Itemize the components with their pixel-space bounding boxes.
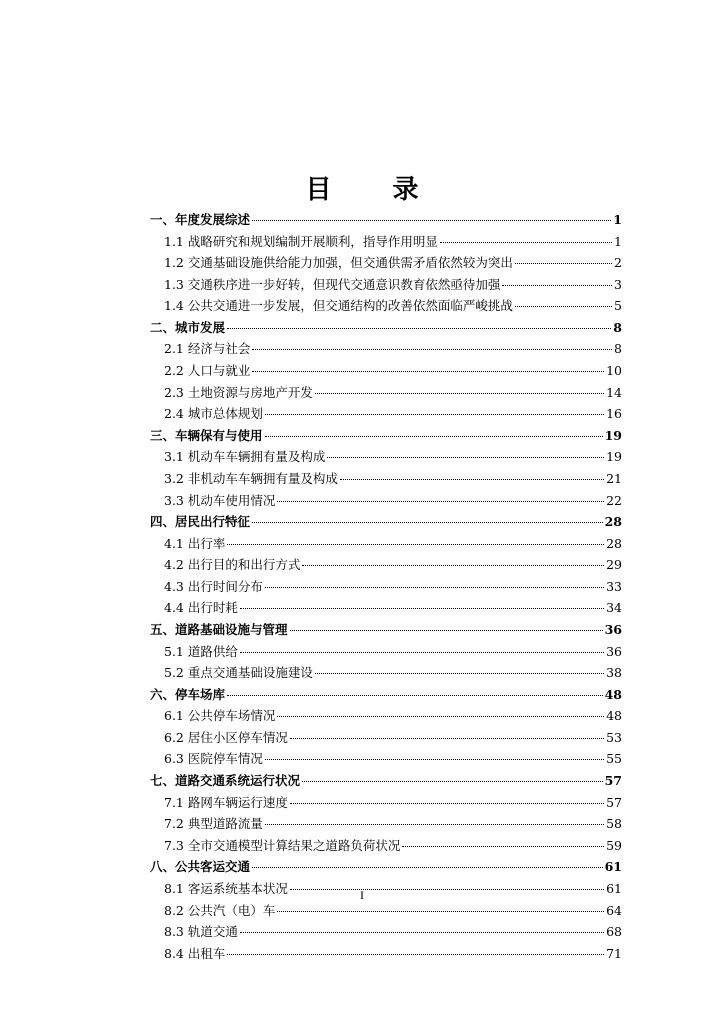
toc-chapter-entry[interactable]	[150, 771, 622, 793]
dot-leader	[340, 479, 604, 480]
dot-leader	[252, 220, 611, 221]
toc-entry-page-number: 57	[606, 794, 622, 810]
dot-leader	[252, 522, 603, 523]
toc-chapter-entry[interactable]	[150, 620, 622, 642]
toc-section-entry[interactable]	[150, 339, 622, 361]
toc-section-entry[interactable]	[150, 728, 622, 750]
toc-entry-page-number: 36	[606, 643, 622, 659]
toc-chapter-entry[interactable]	[150, 426, 622, 448]
toc-entry-title: 全市交通模型计算结果之道路负荷状况	[187, 837, 401, 853]
toc-chapter-entry[interactable]	[150, 318, 622, 340]
toc-entry-page-number: 34	[606, 600, 622, 616]
toc-section-entry[interactable]	[150, 706, 622, 728]
toc-entry-title: 居住小区停车情况	[187, 729, 288, 745]
dot-leader	[227, 544, 604, 545]
toc-entry-title: 三、车辆保有与使用	[150, 427, 263, 443]
page-title: 目 录	[305, 175, 445, 205]
toc-entry-page-number: 16	[606, 406, 622, 422]
toc-entry-title: 交通基础设施供给能力加强，但交通供需矛盾依然较为突出	[187, 255, 513, 271]
toc-entry-page-number: 57	[604, 773, 622, 789]
dot-leader	[227, 328, 611, 329]
toc-entry-number: 2.1	[164, 341, 184, 357]
toc-section-entry[interactable]	[150, 534, 622, 556]
dot-leader	[252, 349, 612, 350]
toc-entry-number: 5.1	[164, 643, 184, 659]
toc-chapter-entry[interactable]	[150, 512, 622, 534]
dot-leader	[315, 673, 604, 674]
toc-entry-number: 7.2	[164, 816, 184, 832]
toc-entry-title: 城市总体规划	[187, 406, 263, 422]
toc-entry-title: 二、城市发展	[150, 319, 226, 335]
toc-entry-number: 3.2	[164, 470, 184, 486]
toc-section-entry[interactable]	[150, 836, 622, 858]
toc-entry-number: 1.2	[164, 255, 184, 271]
toc-section-entry[interactable]	[150, 232, 622, 254]
toc-entry-number: 7.3	[164, 837, 184, 853]
toc-entry-page-number: 48	[606, 708, 622, 724]
toc-entry-title: 重点交通基础设施建设	[187, 665, 313, 681]
dot-leader	[265, 759, 604, 760]
toc-entry-page-number: 61	[604, 859, 622, 875]
dot-leader	[290, 803, 604, 804]
toc-entry-number: 8.1	[164, 880, 184, 896]
toc-entry-page-number: 48	[604, 686, 622, 702]
toc-entry-number: 2.3	[164, 384, 184, 400]
dot-leader	[227, 954, 604, 955]
toc-entry-page-number: 19	[606, 449, 622, 465]
toc-entry-page-number: 19	[604, 427, 622, 443]
toc-entry-number: 3.1	[164, 449, 184, 465]
toc-entry-title: 土地资源与房地产开发	[187, 384, 313, 400]
toc-entry-page-number: 1	[613, 212, 622, 227]
dot-leader	[440, 242, 612, 243]
toc-entry-title: 轨道交通	[187, 924, 238, 940]
toc-entry-number: 4.3	[164, 578, 184, 594]
dot-leader	[502, 285, 612, 286]
toc-entry-title: 出行时耗	[187, 600, 238, 616]
toc-entry-title: 七、道路交通系统运行状况	[150, 773, 301, 789]
toc-section-entry[interactable]	[150, 577, 622, 599]
dot-leader	[290, 738, 604, 739]
toc-entry-page-number: 22	[606, 492, 622, 508]
toc-section-entry[interactable]	[150, 663, 622, 685]
dot-leader	[227, 695, 603, 696]
toc-section-entry[interactable]	[150, 901, 622, 923]
toc-entry-page-number: 29	[606, 557, 622, 573]
dot-leader	[302, 781, 603, 782]
toc-section-entry[interactable]	[150, 642, 622, 664]
toc-entry-page-number: 64	[606, 902, 622, 918]
toc-section-entry[interactable]	[150, 491, 622, 513]
toc-section-entry[interactable]	[150, 447, 622, 469]
toc-entry-number: 1.4	[164, 298, 184, 314]
toc-entry-number: 3.3	[164, 492, 184, 508]
toc-entry-number: 7.1	[164, 794, 184, 810]
toc-entry-page-number: 36	[604, 621, 622, 637]
toc-section-entry[interactable]	[150, 749, 622, 771]
dot-leader	[265, 824, 604, 825]
toc-section-entry[interactable]	[150, 598, 622, 620]
dot-leader	[277, 911, 604, 912]
toc-entry-page-number: 8	[613, 319, 622, 335]
toc-section-entry[interactable]	[150, 814, 622, 836]
dot-leader	[277, 501, 604, 502]
toc-entry-title: 医院停车情况	[187, 751, 263, 767]
page-number: I	[360, 888, 364, 902]
toc-entry-page-number: 1	[614, 233, 622, 249]
dot-leader	[290, 630, 603, 631]
toc-section-entry[interactable]	[150, 469, 622, 491]
toc-section-entry[interactable]	[150, 922, 622, 944]
toc-entry-title: 战略研究和规划编制开展顺利，指导作用明显	[187, 233, 438, 249]
toc-entry-page-number: 61	[606, 880, 622, 896]
toc-entry-title: 出行时间分布	[187, 578, 263, 594]
toc-entry-number: 6.2	[164, 729, 184, 745]
toc-entry-title: 一、年度发展综述	[150, 212, 251, 227]
toc-chapter-entry[interactable]	[150, 685, 622, 707]
toc-entry-page-number: 58	[606, 816, 622, 832]
table-of-contents	[150, 210, 622, 965]
toc-entry-page-number: 21	[606, 470, 622, 486]
toc-entry-title: 公共停车场情况	[187, 708, 276, 724]
toc-entry-page-number: 2	[614, 255, 622, 271]
toc-entry-title: 出租车	[187, 945, 226, 961]
dot-leader	[402, 846, 604, 847]
dot-leader	[265, 414, 604, 415]
dot-leader	[265, 436, 603, 437]
toc-section-entry[interactable]	[150, 555, 622, 577]
toc-entry-title: 出行目的和出行方式	[187, 557, 301, 573]
toc-entry-number: 8.2	[164, 902, 184, 918]
toc-entry-number: 1.1	[164, 233, 184, 249]
dot-leader	[252, 867, 603, 868]
dot-leader	[315, 393, 604, 394]
toc-entry-page-number: 28	[606, 535, 622, 551]
toc-entry-page-number: 3	[614, 276, 622, 292]
toc-entry-page-number: 71	[606, 945, 622, 961]
dot-leader	[265, 587, 604, 588]
toc-entry-title: 六、停车场库	[150, 686, 226, 702]
toc-section-entry[interactable]	[150, 361, 622, 383]
toc-entry-title: 八、公共客运交通	[150, 859, 251, 875]
toc-chapter-entry[interactable]	[150, 857, 622, 879]
toc-entry-number: 2.4	[164, 406, 184, 422]
toc-entry-page-number: 14	[606, 384, 622, 400]
toc-entry-number: 6.3	[164, 751, 184, 767]
toc-entry-number: 4.1	[164, 535, 184, 551]
toc-entry-title: 四、居民出行特征	[150, 514, 251, 530]
toc-entry-number: 1.3	[164, 276, 184, 292]
toc-entry-page-number: 10	[606, 363, 622, 379]
toc-entry-page-number: 53	[606, 729, 622, 745]
toc-entry-page-number: 33	[606, 578, 622, 594]
toc-section-entry[interactable]	[150, 383, 622, 405]
toc-entry-title: 出行率	[187, 535, 226, 551]
dot-leader	[240, 932, 604, 933]
toc-entry-number: 4.4	[164, 600, 184, 616]
toc-entry-page-number: 38	[606, 665, 622, 681]
toc-entry-page-number: 5	[614, 298, 622, 314]
toc-entry-page-number: 8	[614, 341, 622, 357]
dot-leader	[240, 608, 604, 609]
toc-section-entry[interactable]	[150, 793, 622, 815]
toc-entry-title: 非机动车车辆拥有量及构成	[187, 470, 338, 486]
toc-entry-title: 人口与就业	[187, 363, 251, 379]
toc-entry-number: 6.1	[164, 708, 184, 724]
dot-leader	[327, 457, 604, 458]
dot-leader	[515, 263, 612, 264]
toc-chapter-entry[interactable]	[150, 210, 622, 232]
toc-section-entry[interactable]	[150, 253, 622, 275]
toc-section-entry[interactable]	[150, 404, 622, 426]
toc-entry-number: 2.2	[164, 363, 184, 379]
toc-entry-number: 8.4	[164, 945, 184, 961]
dot-leader	[240, 652, 604, 653]
toc-entry-title: 机动车车辆拥有量及构成	[187, 449, 326, 465]
toc-entry-title: 道路供给	[187, 643, 238, 659]
dot-leader	[302, 565, 604, 566]
toc-section-entry[interactable]	[150, 944, 622, 966]
toc-entry-title: 客运系统基本状况	[187, 880, 288, 896]
toc-entry-title: 路网车辆运行速度	[187, 794, 288, 810]
toc-entry-title: 公共汽（电）车	[187, 902, 276, 918]
toc-entry-title: 典型道路流量	[187, 816, 263, 832]
toc-entry-title: 公共交通进一步发展，但交通结构的改善依然面临严峻挑战	[187, 298, 513, 314]
toc-entry-title: 五、道路基础设施与管理	[150, 621, 288, 637]
toc-section-entry[interactable]	[150, 275, 622, 297]
dot-leader	[252, 371, 604, 372]
dot-leader	[515, 306, 612, 307]
toc-entry-number: 5.2	[164, 665, 184, 681]
toc-entry-title: 经济与社会	[187, 341, 251, 357]
toc-entry-page-number: 59	[606, 837, 622, 853]
toc-entry-page-number: 68	[606, 924, 622, 940]
toc-entry-number: 8.3	[164, 924, 184, 940]
toc-section-entry[interactable]	[150, 296, 622, 318]
toc-entry-title: 机动车使用情况	[187, 492, 276, 508]
toc-entry-title: 交通秩序进一步好转，但现代交通意识教育依然亟待加强	[187, 276, 501, 292]
toc-entry-page-number: 55	[606, 751, 622, 767]
toc-entry-page-number: 28	[604, 514, 622, 530]
toc-entry-number: 4.2	[164, 557, 184, 573]
dot-leader	[277, 716, 604, 717]
